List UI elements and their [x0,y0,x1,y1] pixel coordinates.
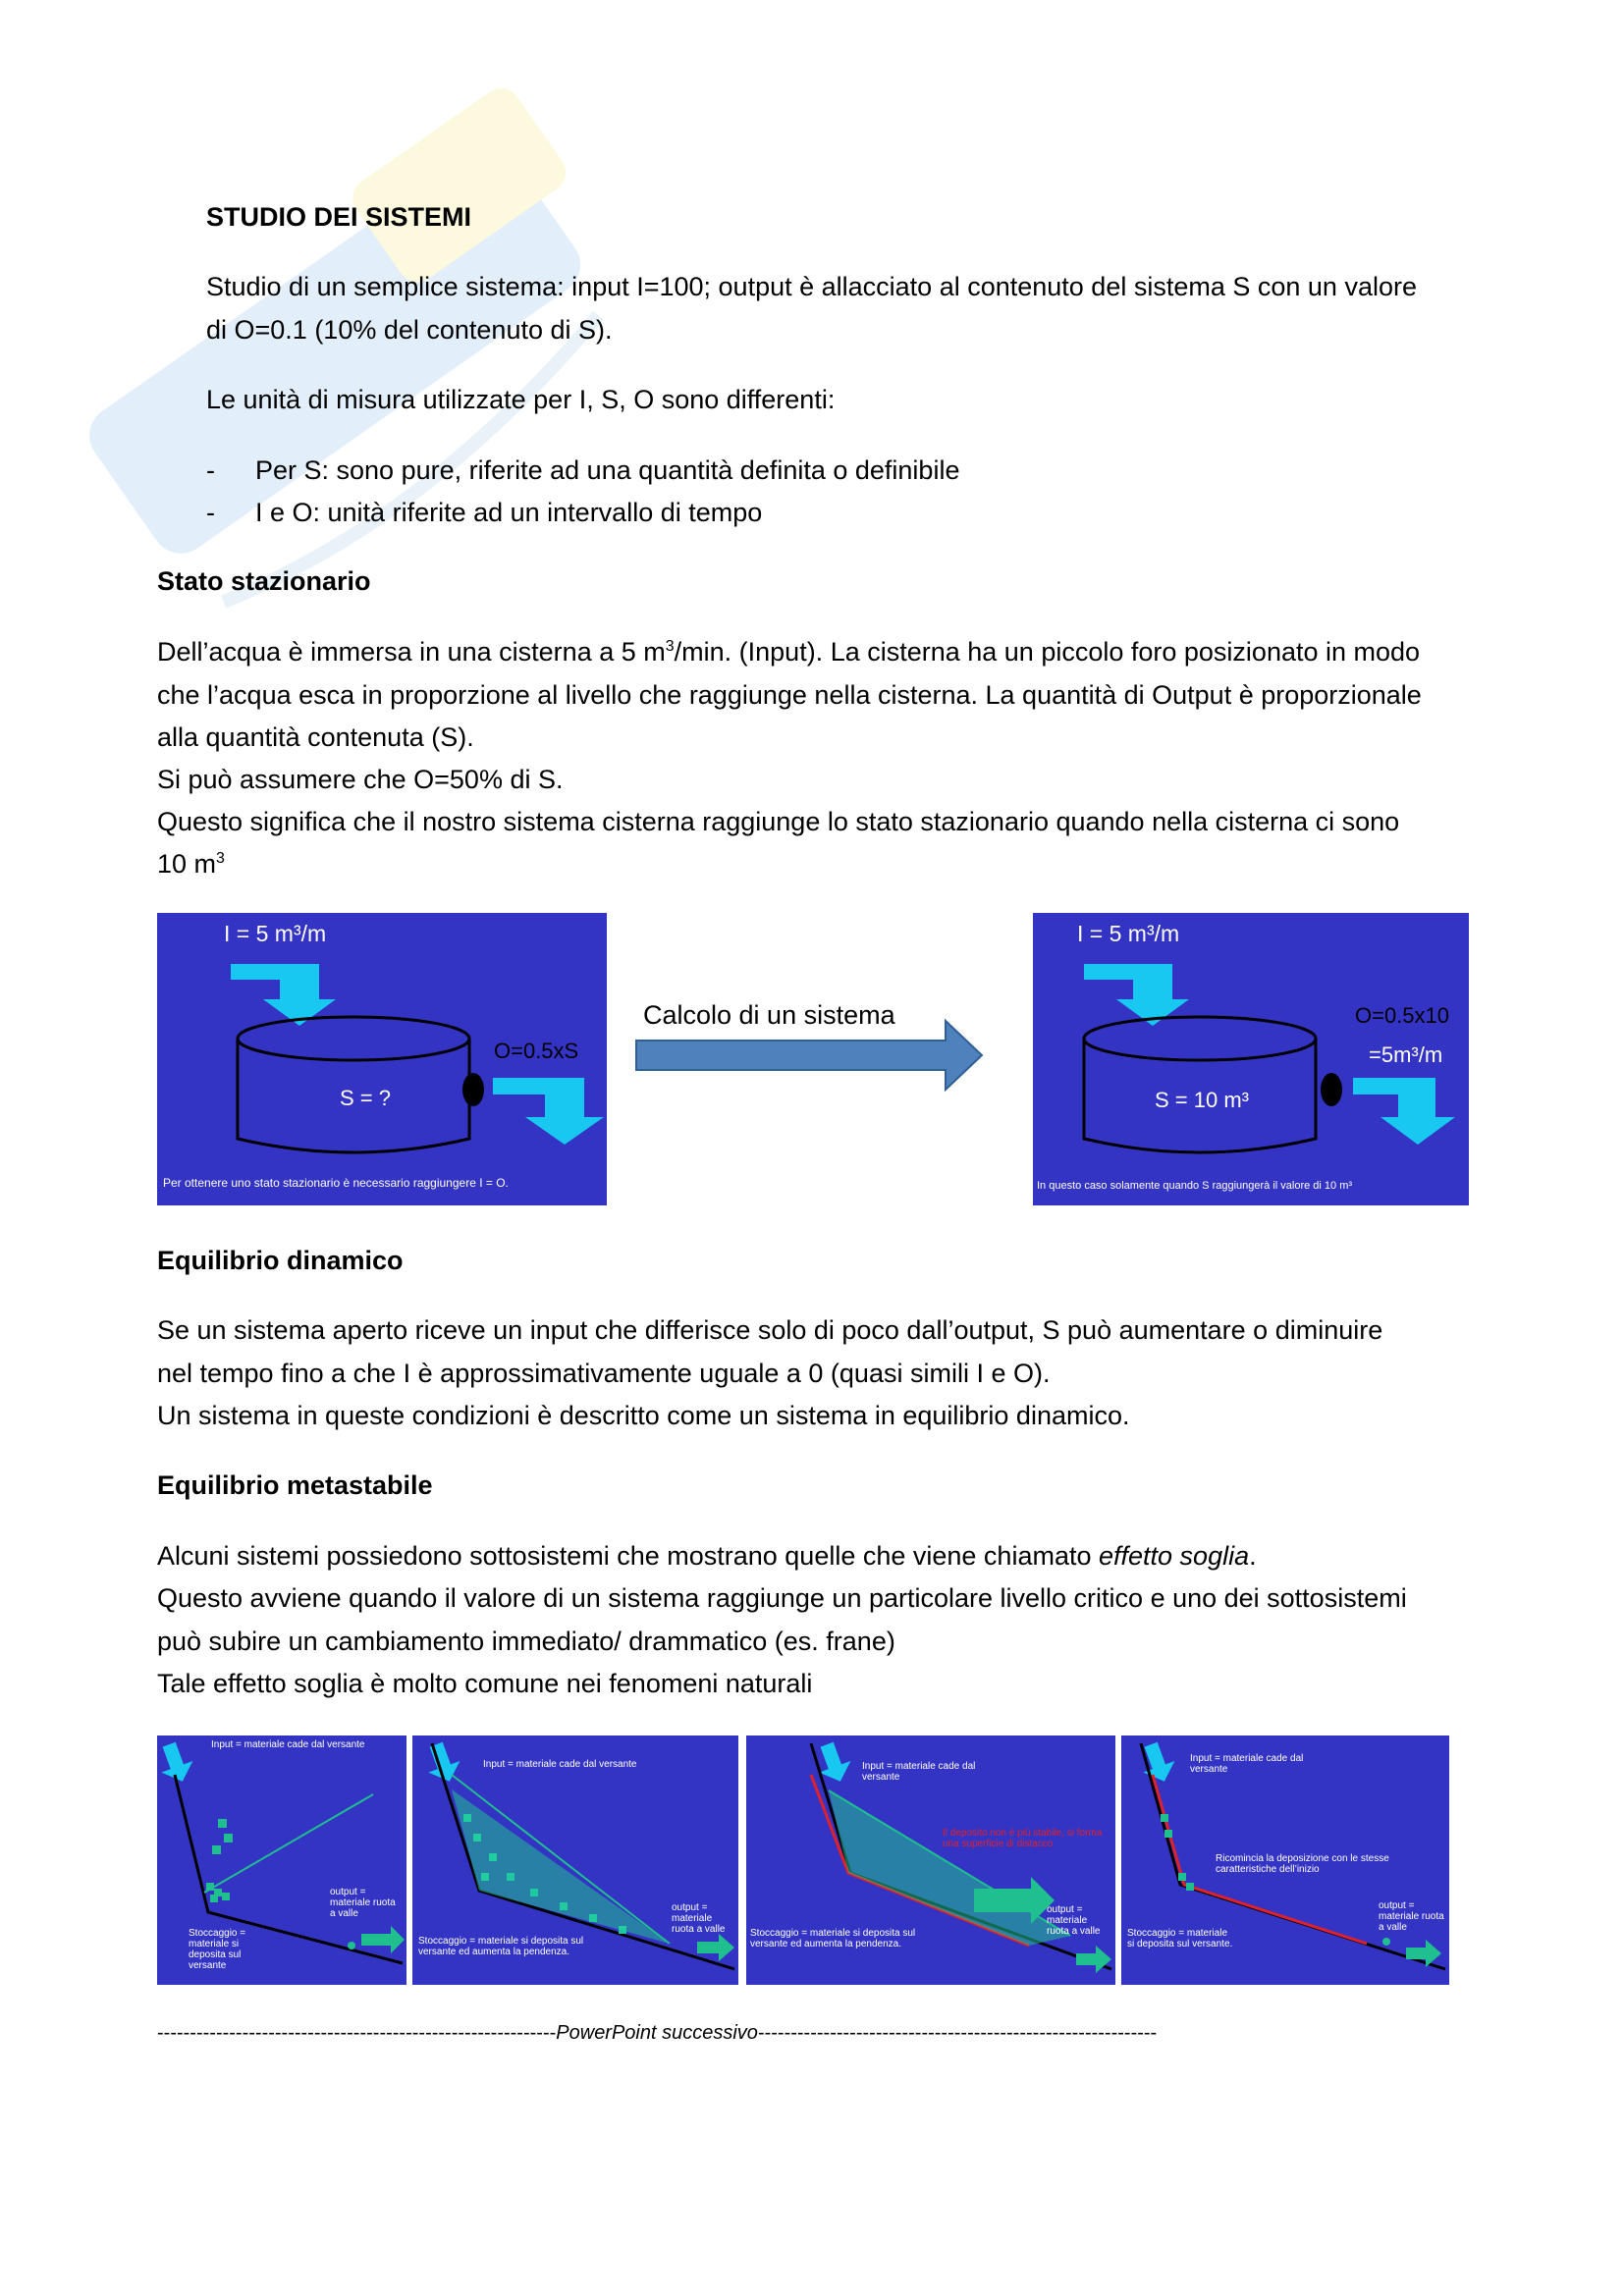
cistern-top [1084,1017,1316,1060]
metastabile-line-3: può subire un cambiamento immediato/ drammatico (es. frane) [157,1627,895,1656]
input-label: Input = materiale cade dal versante [483,1759,637,1770]
output-arrow-icon [361,1926,405,1953]
right-arrow-icon [633,1016,987,1095]
stato-line-2: che l’acqua esca in proporzione al livello che raggiunge nella cisterna. La quantità di Output è proporzionale [157,680,1422,710]
s-label: S = ? [340,1086,391,1110]
restart-note: Ricomincia la deposizione con le stesse caratteristiche dell’inizio [1216,1853,1389,1875]
stato-line-5: Questo significa che il nostro sistema cisterna raggiunge lo stato stazionario quando nella cisterna ci sono [157,807,1400,836]
s-label: S = 10 m³ [1155,1088,1249,1112]
slope-slide-1 [157,1735,406,1985]
bullet-dash: - [206,455,215,485]
arrow-label: Calcolo di un sistema [643,1000,895,1030]
input-label: Input = materiale cade dal versante [862,1761,976,1783]
slope-slide-4 [1121,1735,1449,1985]
slope-slide-2 [412,1735,738,1985]
heading-equilibrio-metastabile: Equilibrio metastabile [157,1470,433,1500]
stato-line-6: 10 $m^3$ [157,849,225,879]
dinamico-line-2: nel tempo fino a che I è approssimativamente uguale a 0 (quasi simili I e O). [157,1359,1051,1388]
watermark-logo [29,59,717,648]
stato-line-3: alla quantità contenuta (S). [157,722,474,752]
output-arrow-icon [1353,1078,1455,1145]
intro-line-1: Studio di un semplice sistema: input I=100; output è allacciato al contenuto del sistema S con un valore [206,272,1417,301]
cistern-slide-left [157,913,607,1205]
footer-divider: -------------------------------------------------------------PowerPoint successivo------------------------------------------------------------- [157,2022,1158,2044]
slide-caption: Per ottenere uno stato stazionario è necessario raggiungere I = O. [163,1176,509,1190]
output-arrow-icon [697,1934,734,1961]
cistern-hole-icon [462,1073,484,1106]
cistern-slide-right [1033,913,1469,1205]
output-label: O=0.5x10 [1355,1003,1450,1028]
bullet-item: I e O: unità riferite ad un intervallo di tempo [255,498,763,527]
dinamico-line-3: Un sistema in queste condizioni è descritto come un sistema in equilibrio dinamico. [157,1401,1130,1430]
input-label: Input = materiale cade dal versante [1190,1753,1304,1775]
metastabile-line-4: Tale effetto soglia è molto comune nei fenomeni naturali [157,1669,813,1698]
slope-slide-3 [746,1735,1115,1985]
threshold-line [204,1794,373,1893]
input-label: Input = materiale cade dal versante [211,1739,365,1750]
threshold-note: Il deposito non è più stabile, si forma una superficie di distacco [943,1828,1103,1849]
output-label: O=0.5xS [494,1039,579,1063]
intro-line-2: di O=0.1 (10% del contenuto di S). [206,315,613,345]
footer-label: PowerPoint successivo [556,2022,758,2044]
input-label: I = 5 m³/m [224,921,327,946]
page-title: STUDIO DEI SISTEMI [206,202,472,232]
particles [206,1819,233,1902]
output-label: output = materiale ruota a valle [1047,1904,1101,1937]
output-label: output = materiale ruota a valle [330,1887,396,1919]
stock-label: Stoccaggio = materiale si deposita sul versante [189,1928,246,1971]
output-label: output = materiale ruota a valle [1379,1900,1444,1933]
deposit-area [452,1789,670,1944]
input-arrow-icon [157,1738,198,1787]
heading-equilibrio-dinamico: Equilibrio dinamico [157,1246,404,1275]
slide-caption: In questo caso solamente quando S raggiungerà il valore di 10 m³ [1037,1180,1353,1192]
stock-label: Stoccaggio = materiale si deposita sul versante ed aumenta la pendenza. [750,1928,916,1949]
cistern-top [238,1017,469,1060]
stock-label: Stoccaggio = materiale si deposita sul versante. [1127,1928,1233,1949]
stato-line-4: Si può assumere che O=50% di S. [157,765,564,794]
metastabile-line-1: Alcuni sistemi possiedono sottosistemi che mostrano quelle che viene chiamato effetto soglia. [157,1541,1257,1571]
dinamico-line-1: Se un sistema aperto riceve un input che differisce solo di poco dall’output, S può aumentare o diminuire [157,1315,1383,1345]
stock-label: Stoccaggio = materiale si deposita sul versante ed aumenta la pendenza. [418,1936,584,1957]
deposit-area [829,1790,1070,1946]
output-label: output = materiale ruota a valle [672,1902,726,1935]
heading-stato-stazionario: Stato stazionario [157,566,371,596]
output-arrow-icon [493,1078,604,1145]
cistern-hole-icon [1321,1073,1342,1106]
stato-line-1: Dell’acqua è immersa in una cisterna a 5 $m^3/\min$. (Input). La cisterna ha un piccolo foro posizionato in modo [157,637,1421,667]
units-text: Le unità di misura utilizzate per I, S, O sono differenti: [206,385,836,414]
bullet-dash: - [206,498,215,527]
output-label-2: =5m³/m [1369,1042,1443,1067]
metastabile-line-2: Questo avviene quando il valore di un sistema raggiunge un particolare livello critico e uno dei sottosistemi [157,1583,1407,1613]
input-label: I = 5 m³/m [1077,921,1180,946]
bullet-item: Per S: sono pure, riferite ad una quantità definita o definibile [255,455,960,485]
output-arrow-icon [1076,1946,1111,1973]
